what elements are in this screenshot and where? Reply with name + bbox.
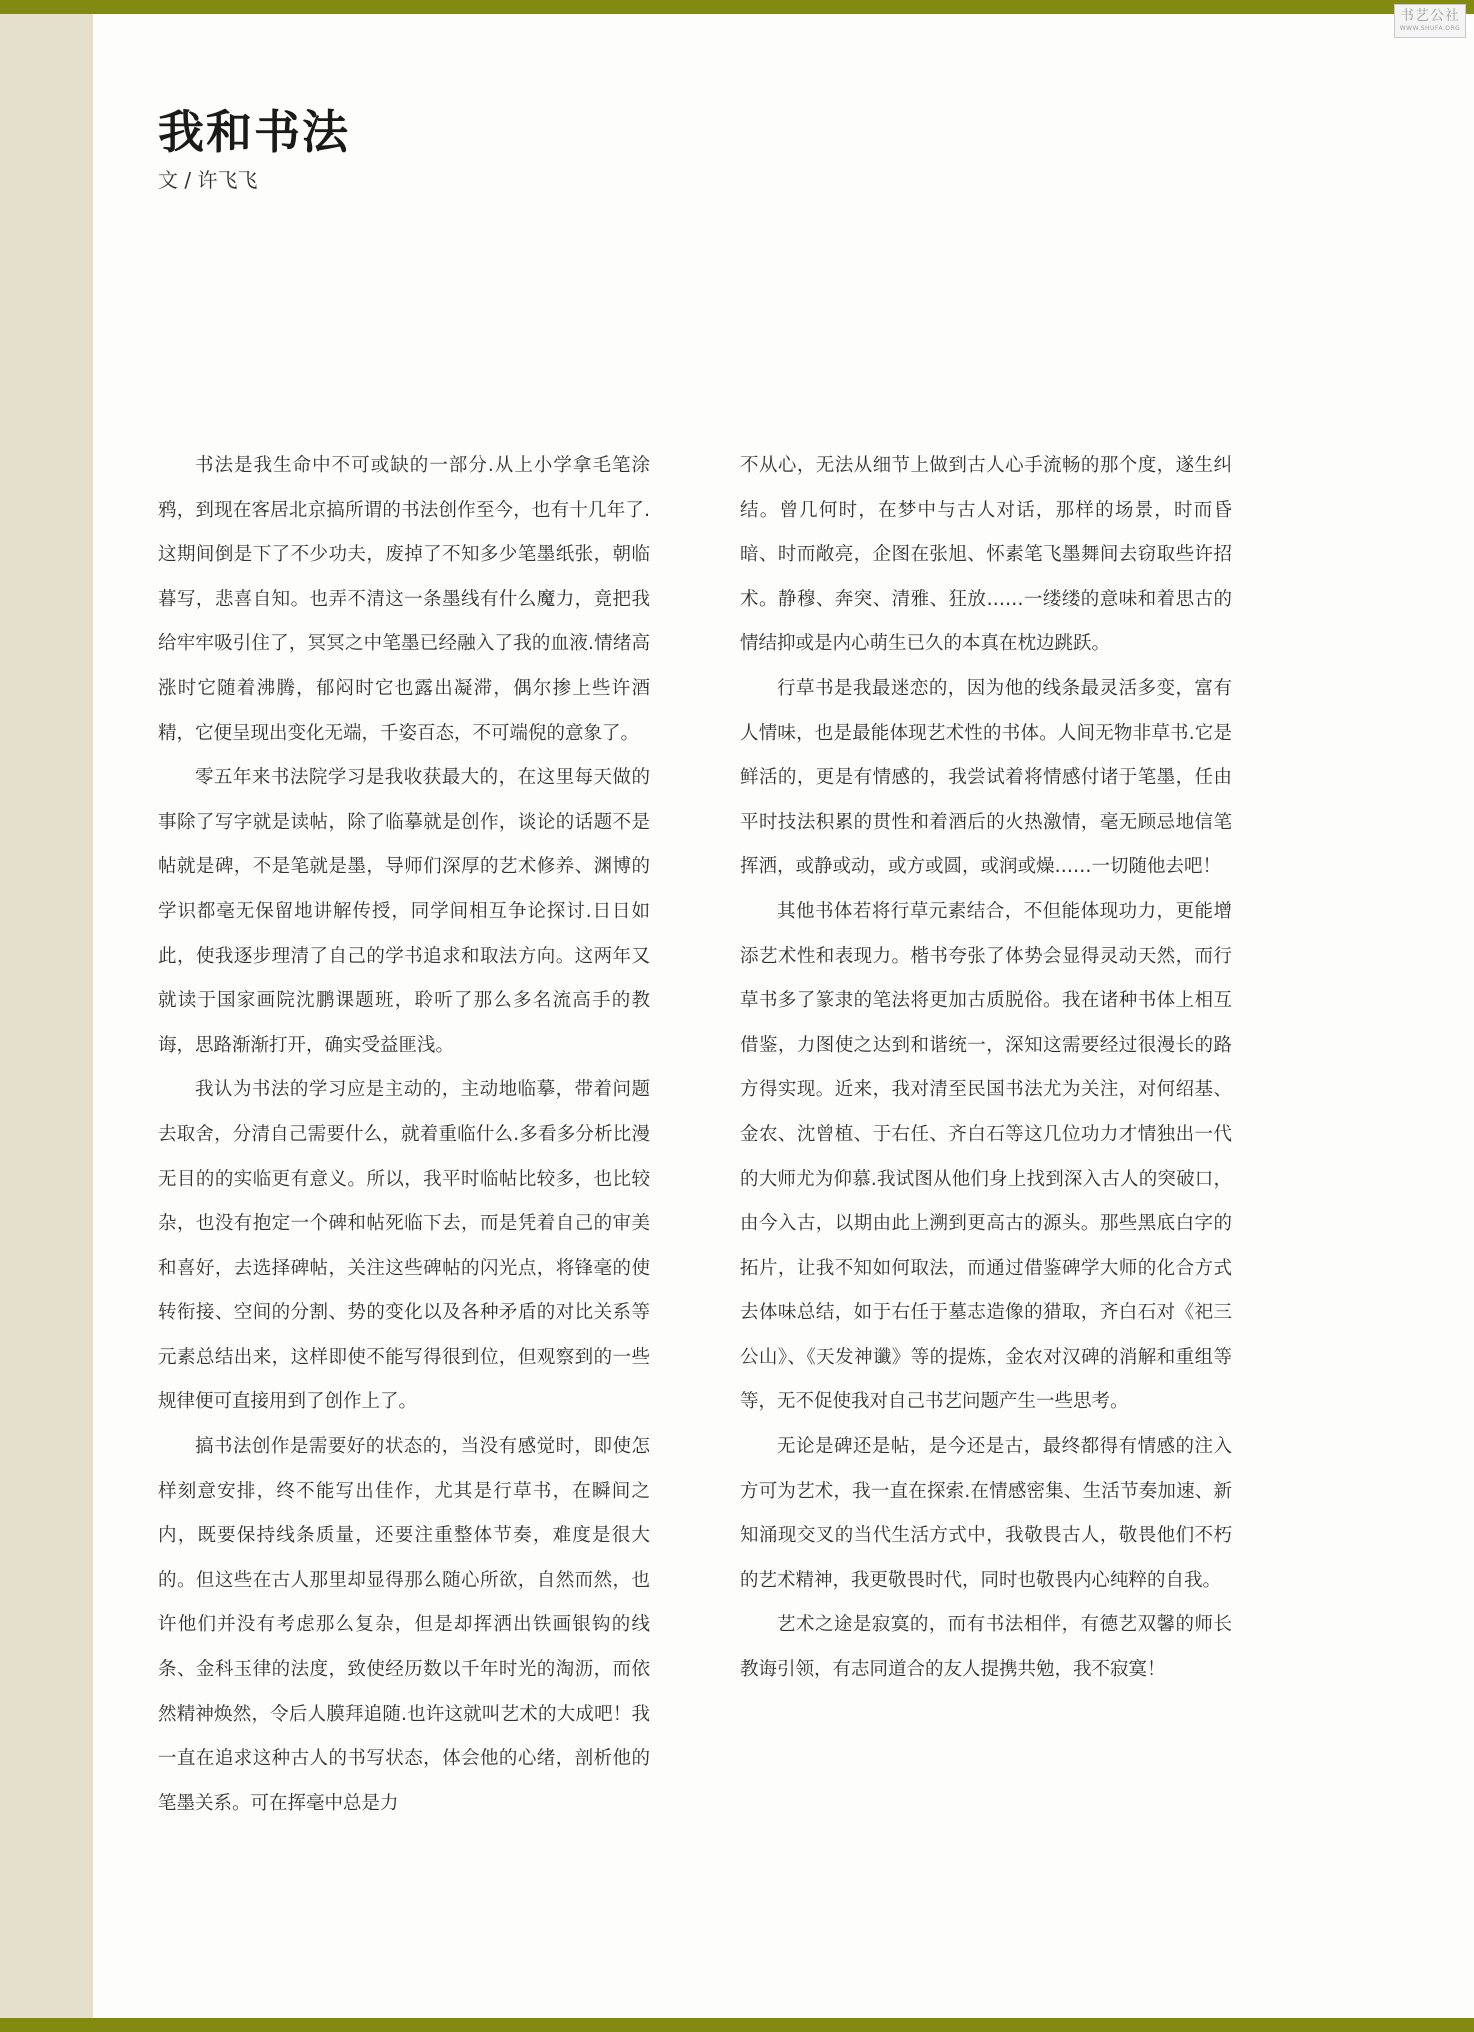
paragraph: 行草书是我最迷恋的，因为他的线条最灵活多变，富有人情味，也是最能体现艺术性的书体。人间无物非草书.它是鲜活的，更是有情感的，我尝试着将情感付诸于笔墨，任由平时技法积累的贯性和着酒后的火热激情，毫无顾忌地信笔挥洒，或静或动，或方或圆，或润或燥……一切随他去吧！ <box>740 677 1232 878</box>
bottom-accent-bar <box>0 2018 1474 2032</box>
paragraph-continuation: 不从心，无法从细节上做到古人心手流畅的那个度，遂生纠结。曾几何时，在梦中与古人对话，那样的场景，时而昏暗、时而敞亮，企图在张旭、怀素笔飞墨舞间去窃取些许招术。静穆、奔突、清雅、狂放……一缕缕的意味和着思古的情结抑或是内心萌生已久的本真在枕边跳跃。 <box>740 455 1232 655</box>
site-logo <box>1394 4 1466 38</box>
top-accent-bar <box>0 0 1474 14</box>
paragraph: 无论是碑还是帖，是今还是古，最终都得有情感的注入方可为艺术，我一直在探索.在情感密集、生活节奏加速、新知涌现交叉的当代生活方式中，我敬畏古人，敬畏他们不朽的艺术精神，我更敬畏时代，同时也敬畏内心纯粹的自我。 <box>740 1436 1232 1591</box>
logo-url: WWW.SHUFA.ORG <box>1399 25 1461 32</box>
paragraph: 其他书体若将行草元素结合，不但能体现功力，更能增添艺术性和表现力。楷书夸张了体势会显得灵动天然，而行草书多了篆隶的笔法将更加古质脱俗。我在诸种书体上相互借鉴，力图使之达到和谐统一，深知这需要经过很漫长的路方得实现。近来，我对清至民国书法尤为关注，对何绍基、金农、沈曾植、于右任、齐白石等这几位功力才情独出一代的大师尤为仰慕.我试图从他们身上找到深入古人的突破口，由今入古，以期由此上溯到更高古的源头。那些黑底白字的拓片，让我不知如何取法，而通过借鉴碑学大师的化合方式去体味总结，如于右任于墓志造像的猎取，齐白石对《祀三公山》、《天发神谶》等的提炼，金农对汉碑的消解和重组等等，无不促使我对自己书艺问题产生一些思考。 <box>740 900 1232 1413</box>
article-byline: 文 / 许飞飞 <box>158 168 258 192</box>
paragraph: 艺术之途是寂寞的，而有书法相伴，有德艺双馨的师长教诲引领，有志同道合的友人提携共勉，我不寂寞！ <box>740 1614 1232 1681</box>
left-text-column <box>158 444 650 1826</box>
logo-text: 书艺公社 <box>1400 8 1460 24</box>
right-text-column <box>740 444 1232 1693</box>
paragraph: 我认为书法的学习应是主动的，主动地临摹，带着问题去取舍，分清自己需要什么，就着重临什么.多看多分析比漫无目的的实临更有意义。所以，我平时临帖比较多，也比较杂，也没有抱定一个碑和帖死临下去，而是凭着自己的审美和喜好，去选择碑帖，关注这些碑帖的闪光点，将锋毫的使转衔接、空间的分割、势的变化以及各种矛盾的对比关系等元素总结出来，这样即使不能写得很到位，但观察到的一些规律便可直接用到了创作上了。 <box>158 1079 650 1413</box>
article-title: 我和书法 <box>158 105 350 159</box>
paragraph: 搞书法创作是需要好的状态的，当没有感觉时，即使怎样刻意安排，终不能写出佳作，尤其是行草书，在瞬间之内，既要保持线条质量，还要注重整体节奏，难度是很大的。但这些在古人那里却显得那么随心所欲，自然而然，也许他们并没有考虑那么复杂，但是却挥洒出铁画银钩的线条、金科玉律的法度，致使经历数以千年时光的淘沥，而依然精神焕然，令后人膜拜追随.也许这就叫艺术的大成吧！我一直在追求这种古人的书写状态，体会他的心绪，剖析他的笔墨关系。可在挥毫中总是力 <box>158 1436 650 1814</box>
left-side-strip <box>0 14 93 2018</box>
paragraph: 零五年来书法院学习是我收获最大的，在这里每天做的事除了写字就是读帖，除了临摹就是创作，谈论的话题不是帖就是碑，不是笔就是墨，导师们深厚的艺术修养、渊博的学识都毫无保留地讲解传授，同学间相互争论探讨.日日如此，使我逐步理清了自己的学书追求和取法方向。这两年又就读于国家画院沈鹏课题班，聆听了那么多名流高手的教诲，思路渐渐打开，确实受益匪浅。 <box>158 767 650 1056</box>
paragraph: 书法是我生命中不可或缺的一部分.从上小学拿毛笔涂鸦，到现在客居北京搞所谓的书法创作至今，也有十几年了.这期间倒是下了不少功夫，废掉了不知多少笔墨纸张，朝临暮写，悲喜自知。也弄不清这一条墨线有什么魔力，竟把我给牢牢吸引住了，冥冥之中笔墨已经融入了我的血液.情绪高涨时它随着沸腾，郁闷时它也露出凝滞，偶尔掺上些许酒精，它便呈现出变化无端，千姿百态，不可端倪的意象了。 <box>158 455 650 744</box>
